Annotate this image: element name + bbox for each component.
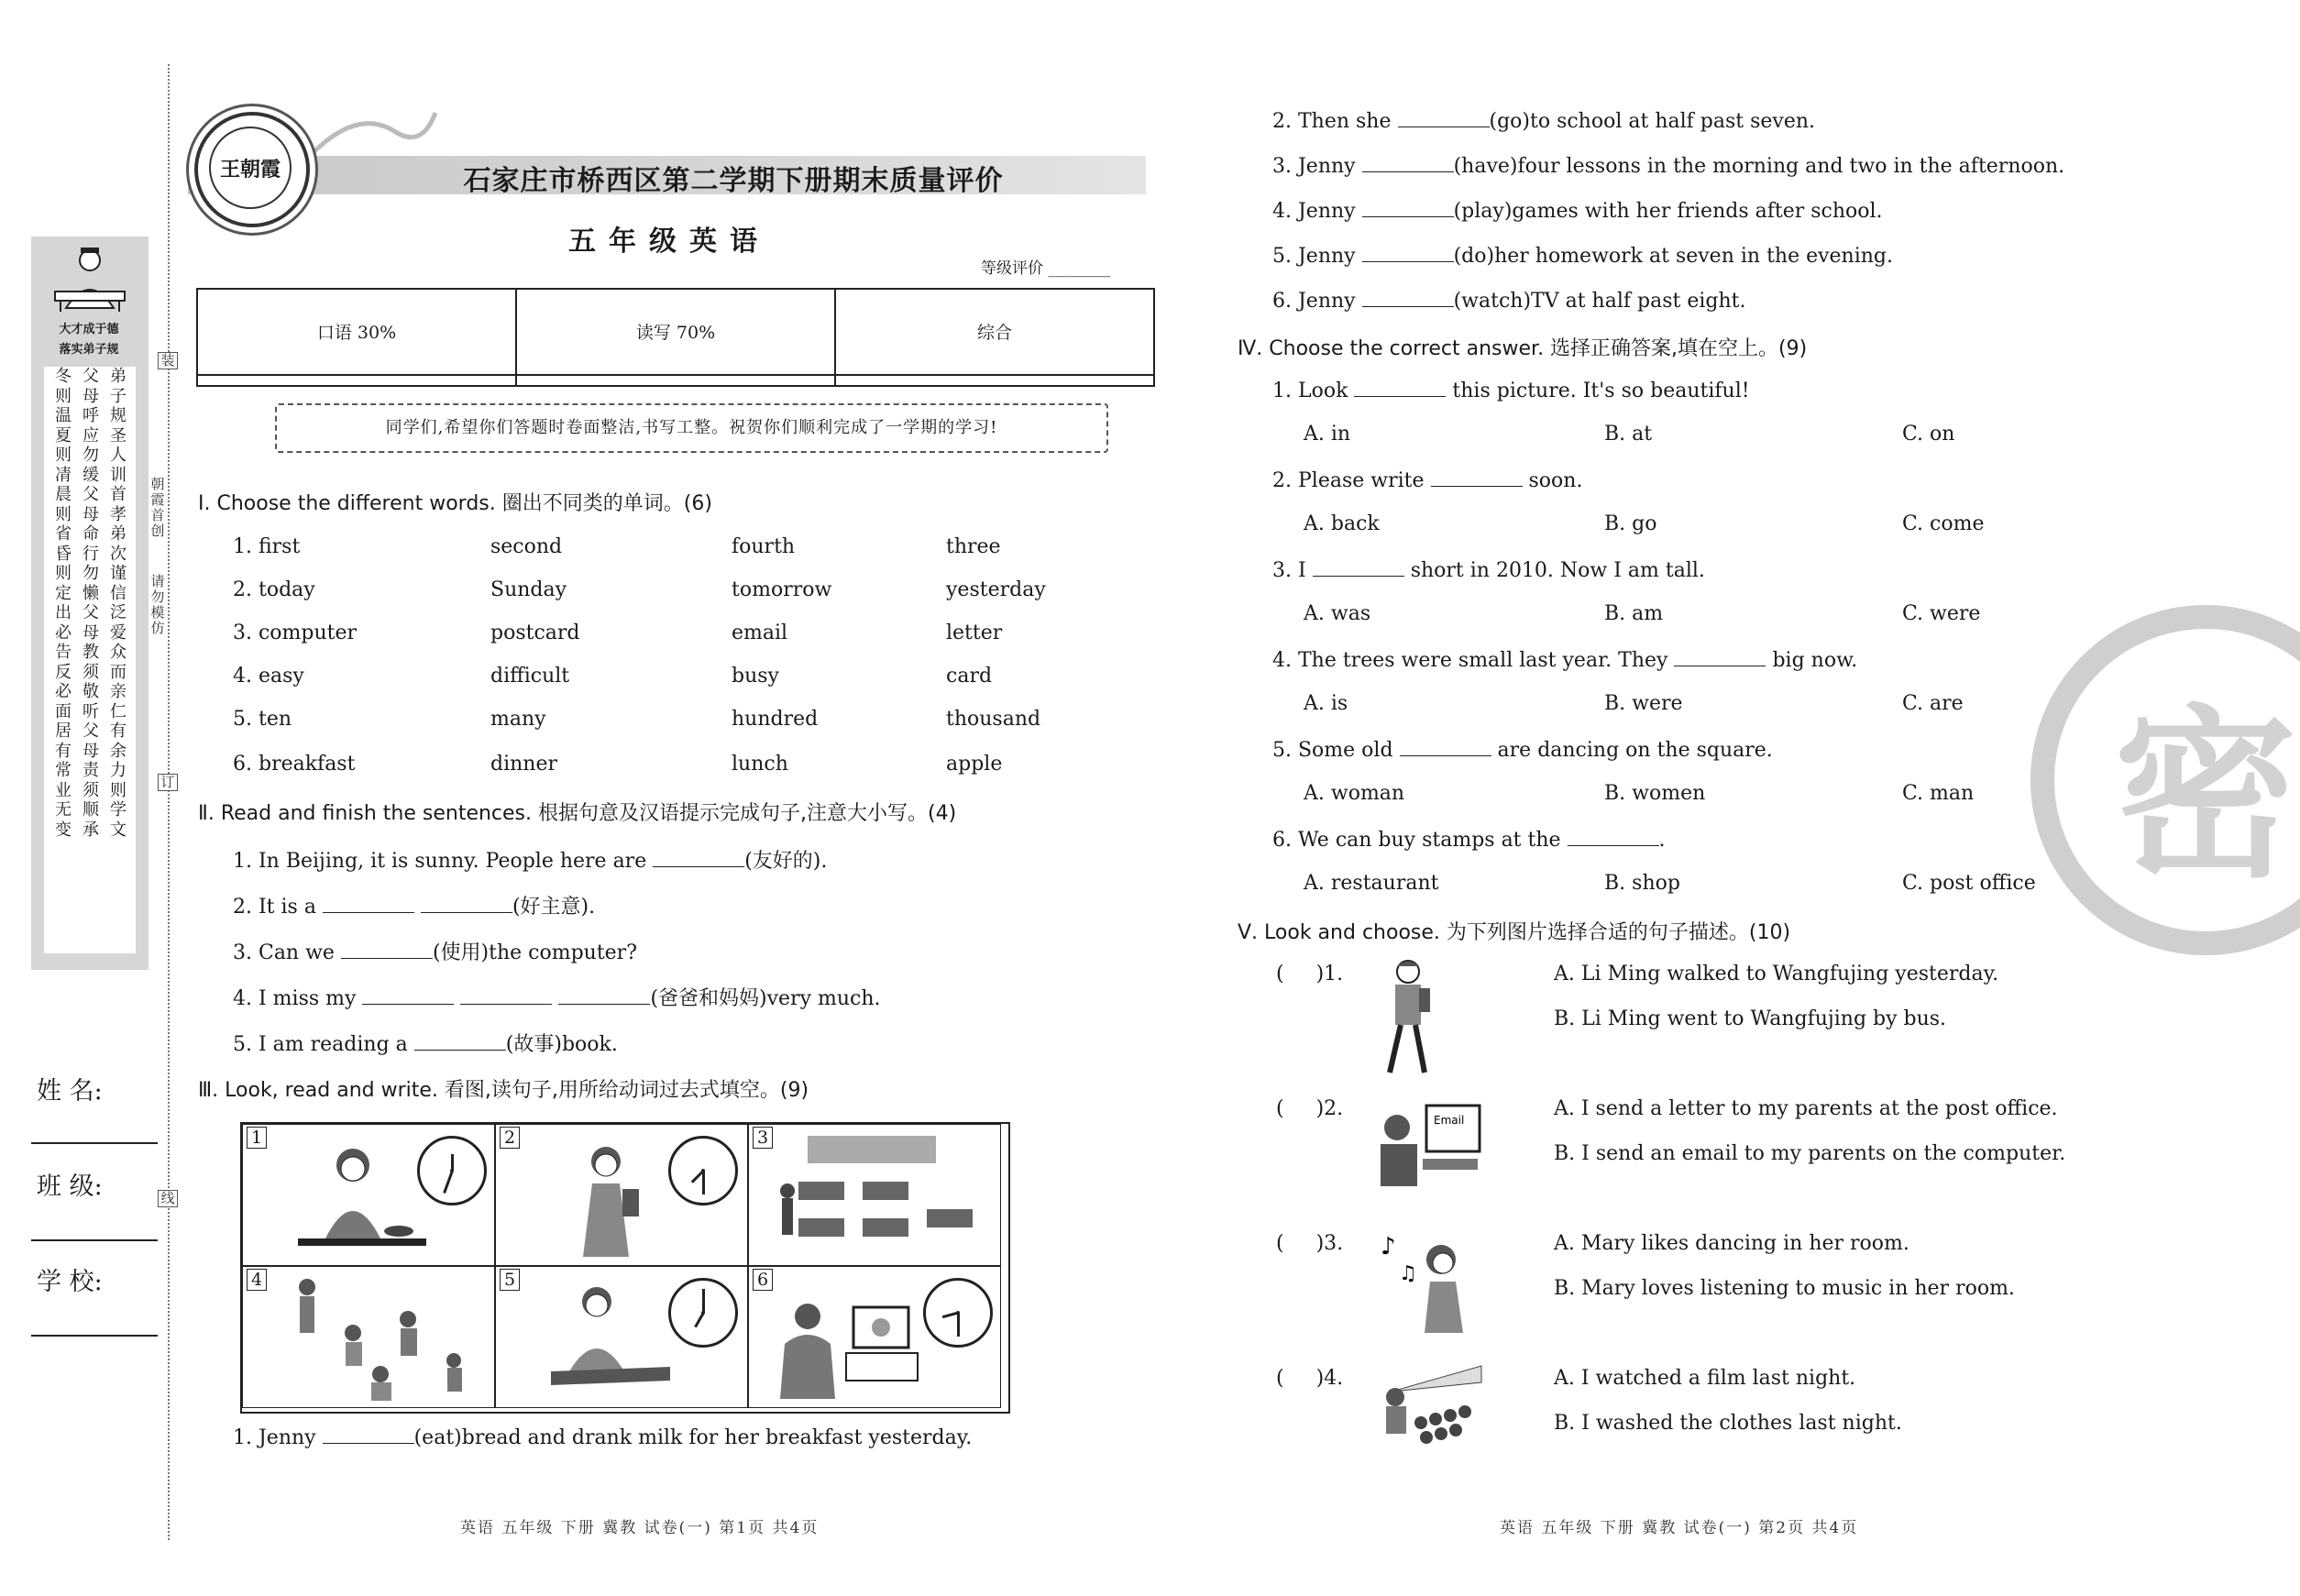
- answer-bracket[interactable]: ( )1.: [1276, 963, 1344, 985]
- sentence-prefix: 4. Jenny: [1272, 200, 1356, 223]
- sentence-prefix: 5. Jenny: [1272, 245, 1356, 268]
- motto-column-1: 冬则温夏则凊晨则省昏则定出必告反必面居有常业无变: [55, 367, 72, 840]
- answer-blank[interactable]: [460, 985, 552, 1005]
- grade-evaluation: 等级评价 ________: [981, 259, 1111, 278]
- answer-blank[interactable]: [341, 940, 433, 959]
- item-number: )3.: [1315, 1232, 1344, 1255]
- choice-b[interactable]: B. I send an email to my parents on the computer.: [1554, 1142, 2066, 1165]
- sentence-suffix: (使用)the computer?: [432, 941, 637, 964]
- option-b[interactable]: B. were: [1604, 692, 1683, 715]
- girl-eating-illustration: [280, 1128, 435, 1266]
- option-a[interactable]: A. was: [1304, 602, 1371, 625]
- option-b[interactable]: B. go: [1604, 512, 1657, 535]
- fill-sentence: [233, 1029, 618, 1057]
- word-cell[interactable]: 4. easy: [233, 665, 304, 688]
- picture-playing: [242, 1266, 495, 1408]
- sentence-prefix: 1. Jenny: [233, 1426, 316, 1449]
- answer-blank[interactable]: [1362, 288, 1454, 307]
- answer-blank[interactable]: [1568, 827, 1659, 846]
- answer-blank[interactable]: [1400, 737, 1491, 756]
- option-a[interactable]: A. is: [1304, 692, 1348, 715]
- item-number: )2.: [1315, 1097, 1344, 1120]
- answer-blank[interactable]: [1674, 647, 1766, 666]
- fill-sentence: [1272, 153, 2064, 178]
- choice-a[interactable]: A. I send a letter to my parents at the post office.: [1554, 1097, 2058, 1120]
- option-b[interactable]: B. shop: [1604, 872, 1680, 895]
- section-1-heading: Ⅰ. Choose the different words. 圈出不同类的单词。(6): [198, 492, 712, 515]
- option-c[interactable]: C. come: [1902, 512, 1985, 535]
- picture-number: 6: [753, 1269, 773, 1291]
- fill-sentence: [1272, 108, 1815, 133]
- confidential-stamp: [2030, 605, 2300, 955]
- page-2-footer: 英语 五年级 下册 冀教 试卷(一) 第2页 共4页: [1500, 1519, 1859, 1537]
- fill-sentence: [233, 1425, 972, 1449]
- question-prefix: 4. The trees were small last year. They: [1272, 649, 1668, 672]
- motto-title-2: 落实弟子规: [59, 343, 119, 357]
- choice-b[interactable]: B. Mary loves listening to music in her room.: [1554, 1277, 2015, 1300]
- notice-box: 同学们,希望你们答题时卷面整洁,书写工整。祝贺你们顺利完成了一学期的学习!: [275, 403, 1108, 453]
- score-cell-total[interactable]: [835, 375, 1154, 386]
- word-cell[interactable]: busy: [732, 665, 779, 688]
- section-4-heading: Ⅳ. Choose the correct answer. 选择正确答案,填在空上。(9): [1238, 337, 1808, 360]
- answer-blank[interactable]: [1354, 378, 1446, 397]
- section-5-heading: Ⅴ. Look and choose. 为下列图片选择合适的句子描述。(10): [1238, 921, 1791, 944]
- answer-blank[interactable]: [1398, 108, 1490, 127]
- option-a[interactable]: A. in: [1304, 423, 1351, 446]
- word-cell[interactable]: second: [490, 535, 563, 558]
- mc-question: [1272, 737, 1773, 762]
- fill-sentence: [233, 937, 637, 965]
- word-cell[interactable]: 1. first: [233, 535, 301, 558]
- motto-column-2: 父母呼应勿缓父母命行勿懒父母教须敬听父母责须顺承: [83, 367, 99, 840]
- answer-bracket[interactable]: ( )4.: [1276, 1367, 1344, 1390]
- question-prefix: 2. Please write: [1272, 469, 1425, 492]
- motto-title-1: 大才成于德: [59, 323, 119, 336]
- word-cell[interactable]: three: [946, 535, 1001, 558]
- word-cell[interactable]: Sunday: [490, 578, 567, 601]
- word-cell[interactable]: 3. computer: [233, 622, 358, 644]
- picture-number: 1: [247, 1127, 267, 1149]
- option-c[interactable]: C. are: [1902, 692, 1964, 715]
- ribbon-decoration: [312, 99, 440, 163]
- music-note-icon: ♫: [1399, 1262, 1417, 1285]
- sentence-prefix: 4. I miss my: [233, 987, 357, 1010]
- sentence-suffix: (have)four lessons in the morning and two in the afternoon.: [1453, 155, 2065, 178]
- item-number: )1.: [1315, 963, 1344, 985]
- picture-number: 5: [500, 1269, 520, 1291]
- sentence-suffix: (爸爸和妈妈)very much.: [650, 987, 881, 1010]
- sentence-prefix: 1. In Beijing, it is sunny. People here are: [233, 850, 647, 873]
- picture-homework: [495, 1266, 748, 1408]
- fill-sentence: [233, 845, 827, 874]
- word-cell[interactable]: postcard: [490, 622, 580, 644]
- question-prefix: 6. We can buy stamps at the: [1272, 829, 1561, 852]
- cinema-illustration: [1375, 1364, 1485, 1452]
- score-header-oral: 口语 30%: [197, 289, 516, 375]
- option-b[interactable]: B. women: [1604, 782, 1706, 805]
- item-number: )4.: [1315, 1367, 1344, 1390]
- answer-blank[interactable]: [653, 848, 744, 867]
- option-c[interactable]: C. on: [1902, 423, 1955, 446]
- sentence-suffix: (好主意).: [512, 896, 596, 919]
- music-note-icon: ♪: [1381, 1233, 1396, 1260]
- answer-bracket[interactable]: ( )3.: [1276, 1232, 1344, 1255]
- answer-blank[interactable]: [1362, 243, 1454, 262]
- choice-b[interactable]: B. I washed the clothes last night.: [1554, 1412, 1902, 1435]
- copyright-note-top: 朝霞首创: [150, 476, 165, 539]
- option-c[interactable]: C. post office: [1902, 872, 2036, 895]
- word-cell[interactable]: 2. today: [233, 578, 315, 601]
- question-suffix: this picture. It's so beautiful!: [1452, 380, 1750, 402]
- question-prefix: 1. Look: [1272, 380, 1348, 402]
- picture-tv: [748, 1266, 1001, 1408]
- choice-a[interactable]: A. I watched a film last night.: [1554, 1367, 1856, 1390]
- school-field[interactable]: [31, 1335, 158, 1337]
- section-3-heading: Ⅲ. Look, read and write. 看图,读句子,用所给动词过去式填空。(9): [198, 1079, 809, 1102]
- answer-blank[interactable]: [558, 985, 650, 1005]
- word-cell[interactable]: 5. ten: [233, 708, 292, 731]
- question-prefix: 3. I: [1272, 559, 1306, 582]
- answer-blank[interactable]: [323, 1425, 414, 1444]
- answer-blank[interactable]: [414, 1031, 506, 1051]
- boy-walking-illustration: [1368, 957, 1441, 1082]
- school-label: 学 校:: [37, 1268, 103, 1296]
- score-header-reading: 读写 70%: [516, 289, 835, 375]
- picture-breakfast: [242, 1124, 495, 1266]
- mc-question: [1272, 827, 1666, 852]
- page-title: 石家庄市桥西区第二学期下册期末质量评价: [463, 165, 1004, 197]
- clock-icon: [668, 1278, 738, 1348]
- picture-number: 2: [500, 1127, 520, 1149]
- word-cell[interactable]: fourth: [732, 535, 796, 558]
- option-a[interactable]: A. restaurant: [1304, 872, 1439, 895]
- email-screen-label: Email: [1434, 1114, 1465, 1127]
- scholar-illustration: [48, 244, 132, 314]
- word-cell[interactable]: letter: [946, 622, 1003, 644]
- fill-sentence: [233, 891, 595, 919]
- word-cell[interactable]: hundred: [732, 708, 819, 731]
- seal-mark-2: 订: [158, 774, 178, 791]
- answer-blank[interactable]: [323, 894, 414, 913]
- girl-watching-tv-illustration: [762, 1271, 927, 1408]
- name-field[interactable]: [31, 1142, 158, 1144]
- question-prefix: 5. Some old: [1272, 739, 1393, 762]
- option-b[interactable]: B. am: [1604, 602, 1664, 625]
- picture-number: 3: [753, 1127, 773, 1149]
- score-cell-oral[interactable]: [197, 375, 516, 386]
- word-cell[interactable]: difficult: [490, 665, 570, 688]
- page-1-footer: 英语 五年级 下册 冀教 试卷(一) 第1页 共4页: [460, 1519, 820, 1537]
- word-cell[interactable]: lunch: [732, 753, 788, 776]
- answer-blank[interactable]: [1362, 198, 1454, 217]
- sentence-suffix: (do)her homework at seven in the evening.: [1453, 245, 1894, 268]
- sentence-suffix: (go)to school at half past seven.: [1489, 110, 1816, 133]
- score-header-total: 综合: [835, 289, 1154, 375]
- sentence-prefix: 6. Jenny: [1272, 290, 1356, 313]
- fill-sentence: [1272, 288, 1745, 313]
- mc-question: [1272, 647, 1857, 672]
- word-cell[interactable]: email: [732, 622, 788, 644]
- answer-bracket[interactable]: ( )2.: [1276, 1097, 1344, 1120]
- class-label: 班 级:: [37, 1172, 103, 1201]
- answer-blank[interactable]: [421, 894, 512, 913]
- sentence-suffix: (play)games with her friends after school.: [1453, 200, 1883, 223]
- question-suffix: .: [1658, 829, 1666, 852]
- word-cell[interactable]: dinner: [490, 753, 557, 776]
- answer-blank[interactable]: [1313, 557, 1404, 577]
- motto-text-panel: [44, 367, 136, 953]
- question-suffix: big now.: [1772, 649, 1858, 672]
- choice-a[interactable]: A. Li Ming walked to Wangfujing yesterday.: [1554, 963, 1999, 985]
- picture-school: [495, 1124, 748, 1266]
- option-a[interactable]: A. back: [1304, 512, 1380, 535]
- girl-music-illustration: [1371, 1227, 1481, 1337]
- section-2-heading: Ⅱ. Read and finish the sentences. 根据句意及汉语提示完成句子,注意大小写。(4): [198, 802, 957, 825]
- picture-grid: [240, 1122, 1010, 1414]
- choice-b[interactable]: B. Li Ming went to Wangfujing by bus.: [1554, 1007, 1947, 1030]
- fill-sentence: [233, 983, 881, 1011]
- motto-column-3: 弟子规圣人训首孝弟次谨信泛爱众而亲仁有余力则学文: [110, 367, 127, 840]
- score-cell-reading[interactable]: [516, 375, 835, 386]
- clock-icon: [668, 1136, 738, 1205]
- question-suffix: soon.: [1528, 469, 1583, 492]
- sentence-suffix: (友好的).: [744, 850, 828, 873]
- page-subtitle: 五年级英语: [568, 226, 770, 258]
- clock-icon: [923, 1278, 993, 1348]
- question-suffix: short in 2010. Now I am tall.: [1410, 559, 1705, 582]
- word-cell[interactable]: tomorrow: [732, 578, 832, 601]
- computer-email-illustration: [1375, 1100, 1485, 1188]
- word-cell[interactable]: thousand: [946, 708, 1041, 731]
- option-b[interactable]: B. at: [1604, 423, 1653, 446]
- seal-mark-1: 装: [158, 352, 178, 369]
- fill-sentence: [1272, 243, 1893, 268]
- option-a[interactable]: A. woman: [1304, 782, 1405, 805]
- mc-question: [1272, 378, 1750, 402]
- answer-blank[interactable]: [1431, 468, 1523, 487]
- picture-number: 4: [247, 1269, 267, 1291]
- brand-logo-text: 王朝霞: [209, 127, 292, 209]
- seal-mark-3: 线: [158, 1190, 178, 1207]
- binding-dotted-line: [168, 64, 170, 1540]
- word-cell[interactable]: card: [946, 665, 993, 688]
- word-cell[interactable]: yesterday: [946, 578, 1046, 601]
- class-field[interactable]: [31, 1239, 158, 1241]
- score-table: [196, 288, 1155, 387]
- mc-question: [1272, 557, 1705, 582]
- sentence-suffix: (watch)TV at half past eight.: [1453, 290, 1746, 313]
- copyright-note-bottom: 请勿模仿: [150, 573, 165, 636]
- word-cell[interactable]: 6. breakfast: [233, 753, 356, 776]
- question-suffix: are dancing on the square.: [1497, 739, 1773, 762]
- answer-blank[interactable]: [362, 985, 454, 1005]
- choice-a[interactable]: A. Mary likes dancing in her room.: [1554, 1232, 1909, 1255]
- name-label: 姓 名:: [37, 1077, 103, 1106]
- sentence-prefix: 2. Then she: [1272, 110, 1392, 133]
- mc-question: [1272, 468, 1582, 492]
- girl-writing-illustration: [533, 1271, 670, 1408]
- clock-icon: [417, 1136, 487, 1205]
- word-cell[interactable]: apple: [946, 753, 1003, 776]
- classroom-illustration: [771, 1127, 1000, 1264]
- sentence-prefix: 5. I am reading a: [233, 1033, 408, 1056]
- sentence-suffix: (eat)bread and drank milk for her breakfast yesterday.: [413, 1426, 973, 1449]
- option-c[interactable]: C. man: [1902, 782, 1975, 805]
- stamp-character: 密: [2113, 688, 2297, 903]
- word-cell[interactable]: many: [490, 708, 546, 731]
- sentence-prefix: 3. Can we: [233, 941, 335, 964]
- kids-playing-illustration: [270, 1269, 481, 1406]
- option-c[interactable]: C. were: [1902, 602, 1981, 625]
- picture-classroom: [748, 1124, 1001, 1266]
- answer-blank[interactable]: [1362, 153, 1454, 172]
- girl-backpack-illustration: [551, 1128, 679, 1266]
- sentence-suffix: (故事)book.: [505, 1033, 618, 1056]
- sentence-prefix: 2. It is a: [233, 896, 316, 919]
- fill-sentence: [1272, 198, 1883, 223]
- sentence-prefix: 3. Jenny: [1272, 155, 1356, 178]
